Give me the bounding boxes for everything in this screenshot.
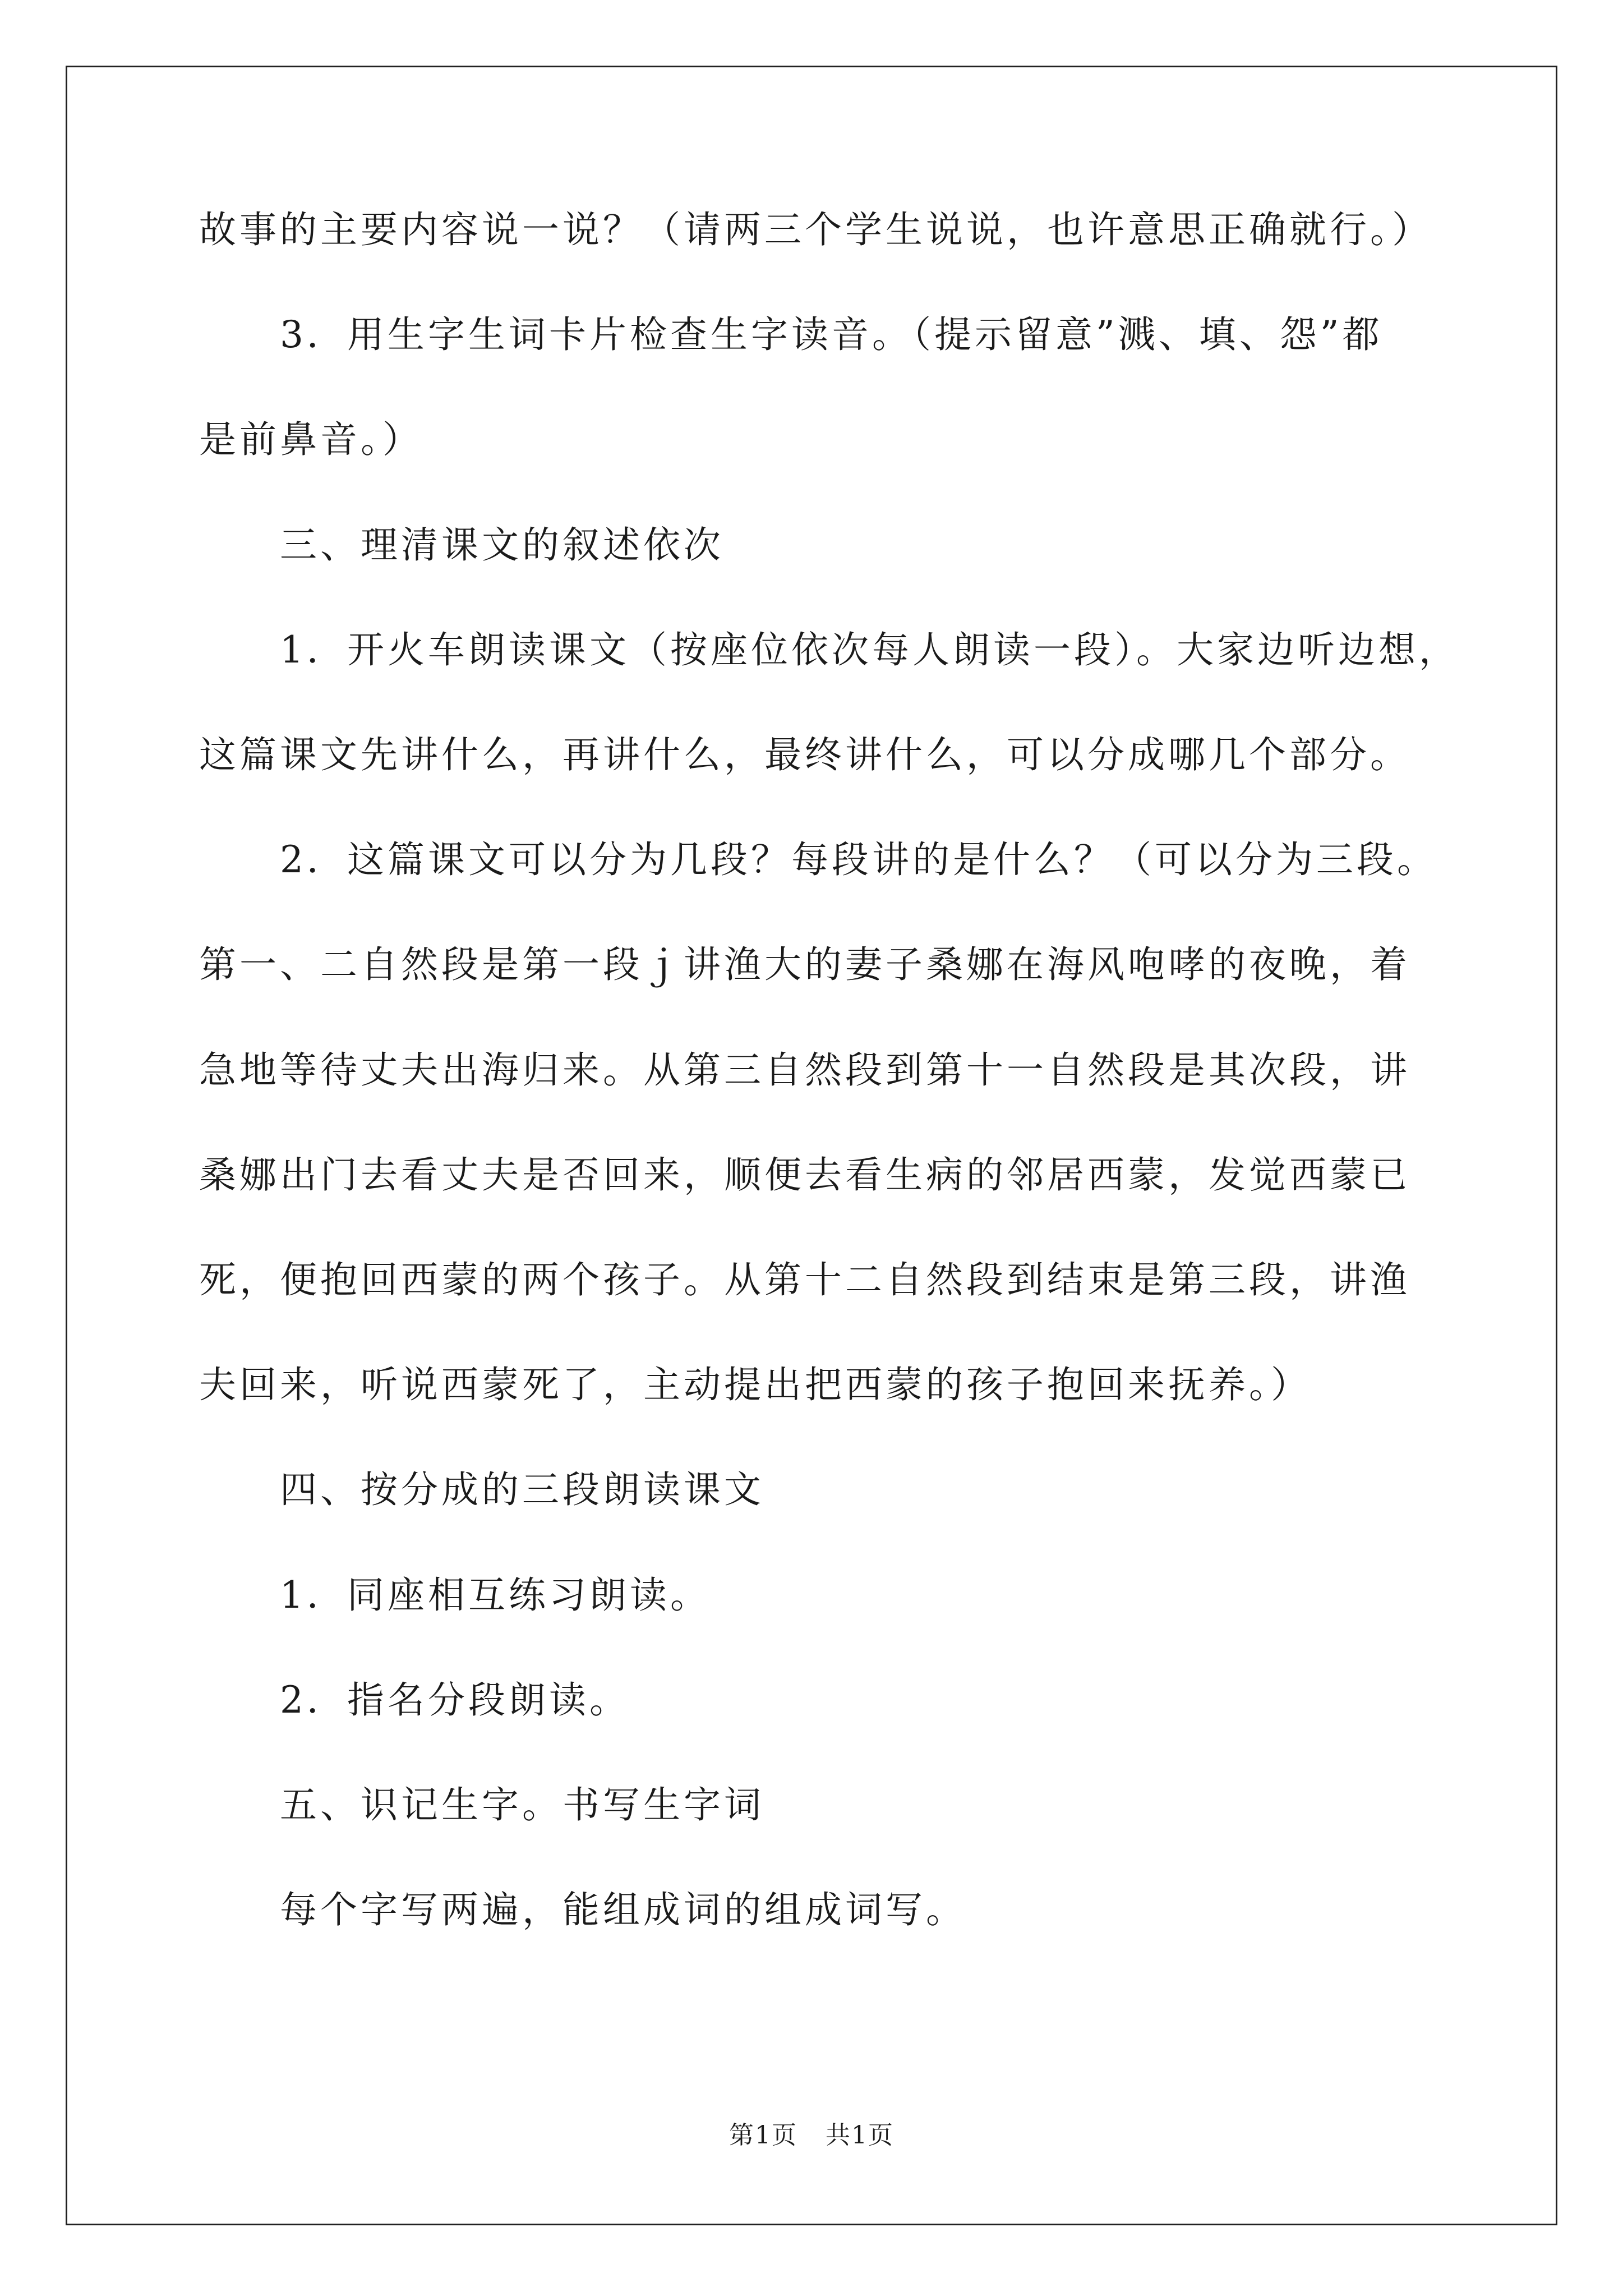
text-line-8: 第一、二自然段是第一段ｊ讲渔大的妻子桑娜在海风咆哮的夜晚，着 — [199, 943, 1410, 986]
text-line-10: 桑娜出门去看丈夫是否回来，顺便去看生病的邻居西蒙，发觉西蒙已 — [199, 1153, 1410, 1197]
text-line-9: 急地等待丈夫出海归来。从第三自然段到第十一自然段是其次段，讲 — [199, 1048, 1410, 1092]
section-heading-5: 五、识记生字。书写生字词 — [280, 1783, 764, 1826]
page-footer — [0, 2115, 1623, 2151]
text-line-15: 2．指名分段朗读。 — [280, 1678, 630, 1722]
text-line-6: 这篇课文先讲什么，再讲什么，最终讲什么，可以分成哪几个部分。 — [199, 733, 1410, 776]
text-line-5: 1．开火车朗读课文（按座位依次每人朗读一段）。大家边听边想， — [280, 628, 1459, 671]
text-line-1: 故事的主要内容说一说？（请两三个学生说说，也许意思正确就行。） — [199, 208, 1432, 251]
text-line-17: 每个字写两遍，能组成词的组成词写。 — [280, 1888, 966, 1931]
page-number: 第1页 — [729, 2121, 797, 2150]
page-total: 共1页 — [826, 2121, 894, 2150]
text-line-3: 是前鼻音。） — [199, 418, 423, 461]
section-heading-4: 四、按分成的三段朗读课文 — [280, 1468, 764, 1511]
text-line-7: 2．这篇课文可以分为几段？每段讲的是什么？（可以分为三段。 — [280, 838, 1437, 881]
text-line-11: 死，便抱回西蒙的两个孩子。从第十二自然段到结束是第三段，讲渔 — [199, 1258, 1410, 1301]
text-line-14: 1．同座相互练习朗读。 — [280, 1573, 711, 1617]
text-line-2: 3．用生字生词卡片检查生字读音。（提示留意”溅、填、怨”都 — [280, 313, 1383, 356]
text-line-12: 夫回来，听说西蒙死了，主动提出把西蒙的孩子抱回来抚养。） — [199, 1363, 1311, 1406]
section-heading-3: 三、理清课文的叙述依次 — [280, 523, 724, 567]
